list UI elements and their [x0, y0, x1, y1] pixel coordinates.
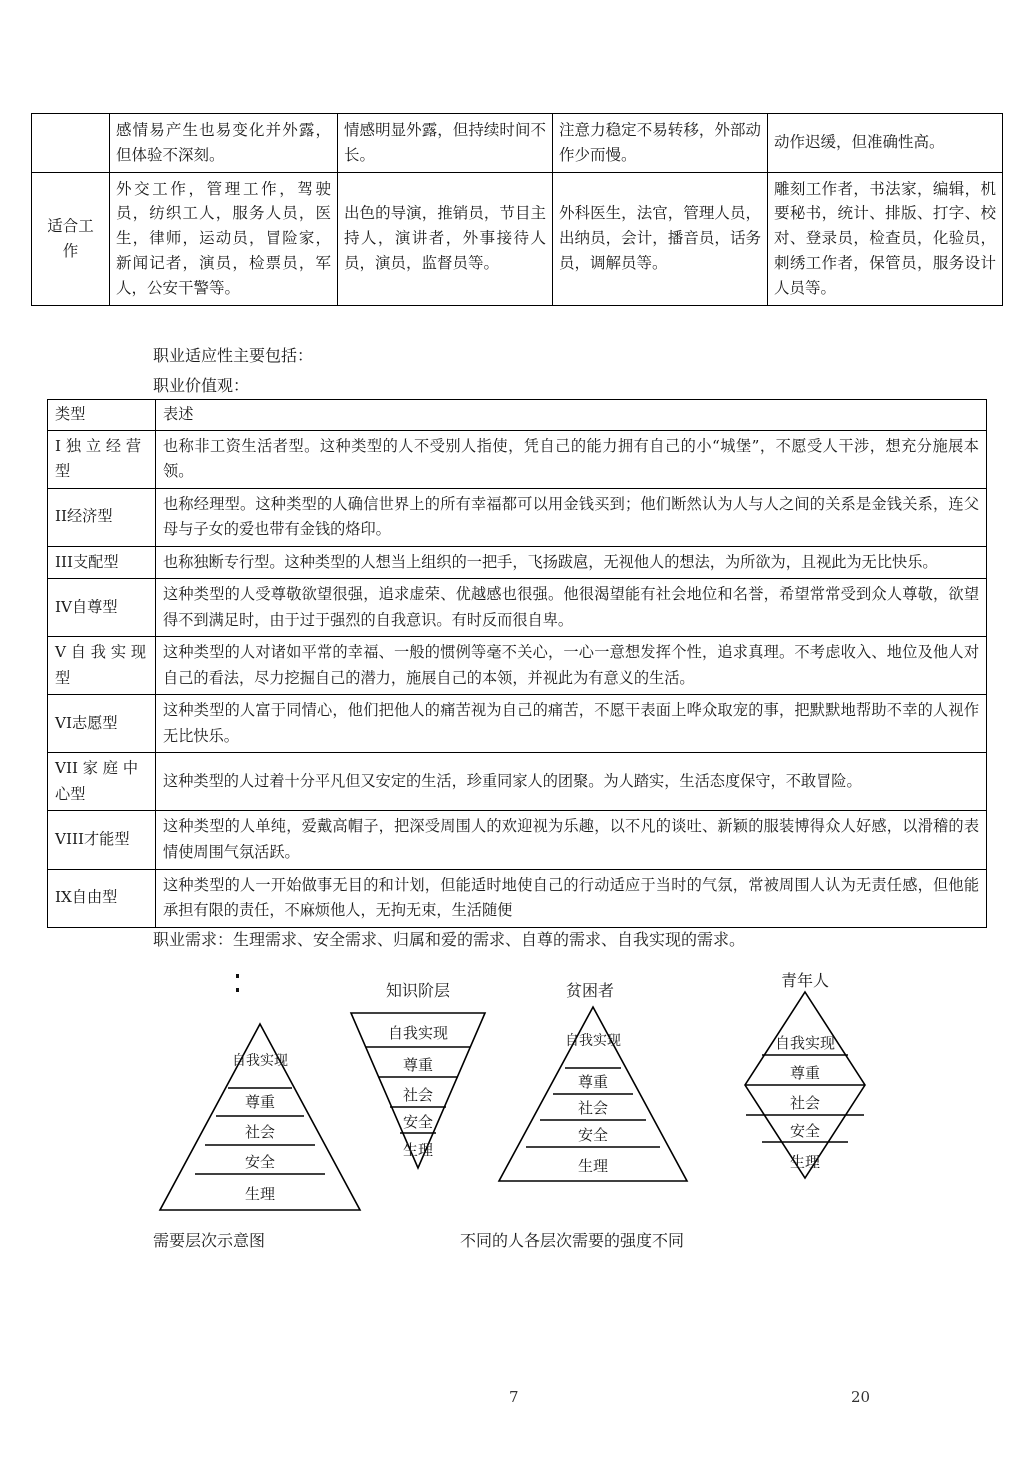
level-label: 社会 [577, 1099, 609, 1117]
table-row [48, 579, 987, 637]
table-cell: 外科医生，法官，管理人员，出纳员，会计，播音员，话务员，调解员等。 [553, 172, 768, 305]
table-cell: 动作迟缓，但准确性高。 [768, 114, 1003, 173]
table-header-row [48, 400, 987, 431]
diagram-title-poor: 贫困者 [565, 981, 614, 1000]
table-row [48, 753, 987, 811]
table-row [48, 811, 987, 869]
caption-need-hierarchy: 需要层次示意图 [153, 1231, 266, 1250]
value-type: VII 家 庭 中心型 [48, 753, 156, 811]
table-row [48, 488, 987, 546]
level-label: 自我实现 [387, 1024, 449, 1042]
maslow-diagram-poor [497, 1005, 689, 1183]
table-row [48, 869, 987, 927]
temperament-continued-table [31, 113, 1003, 306]
table-row [48, 430, 987, 488]
diagram-title-youth: 青年人 [780, 971, 829, 990]
level-label: 社会 [244, 1123, 276, 1141]
row-label: 适合工作 [32, 172, 110, 305]
table-cell: 外交工作，管理工作，驾驶员，纺织工人，服务人员，医生，律师，运动员，冒险家，新闻记者，演员，检票员，军人，公安干警等。 [110, 172, 338, 305]
level-label: 尊重 [577, 1073, 609, 1091]
lead-line-occupational-adaptability: 职业适应性主要包括： [153, 346, 314, 365]
value-description: 这种类型的人一开始做事无目的和计划，但能适时地使自己的行动适应于当时的气氛，常被周围人认为无责任感，但他能承担有限的责任，不麻烦他人，无拘无束，生活随便 [156, 869, 987, 927]
level-label: 自我实现 [232, 1053, 288, 1069]
level-label: 尊重 [402, 1056, 434, 1074]
column-header-type: 类型 [48, 400, 156, 431]
occupational-values-table [47, 399, 987, 928]
value-description: 也称经理型。这种类型的人确信世界上的所有幸福都可以用金钱买到；他们断然认为人与人之间的关系是金钱关系，连父母与子女的爱也带有金钱的烙印。 [156, 488, 987, 546]
table-row [48, 637, 987, 695]
level-label: 生理 [402, 1141, 434, 1159]
value-type: VIII才能型 [48, 811, 156, 869]
table-cell: 雕刻工作者，书法家，编辑，机要秘书，统计、排版、打字、校对、登录员，检查员，化验员，刺绣工作者，保管员，服务设计人员等。 [768, 172, 1003, 305]
value-description: 这种类型的人富于同情心，他们把他人的痛苦视为自己的痛苦，不愿干表面上哗众取宠的事，把默默地帮助不幸的人视作无比快乐。 [156, 695, 987, 753]
artifact-dot [236, 974, 239, 978]
lead-line-occupational-values: 职业价值观： [153, 376, 250, 395]
level-label: 自我实现 [565, 1033, 621, 1049]
value-type: IX自由型 [48, 869, 156, 927]
value-type: I 独 立 经 营型 [48, 430, 156, 488]
table-row [32, 114, 1003, 173]
table-row [32, 172, 1003, 305]
maslow-diagram-youth [740, 990, 870, 1180]
table-cell: 注意力稳定不易转移，外部动作少而慢。 [553, 114, 768, 173]
level-label: 安全 [789, 1122, 821, 1140]
value-type: II经济型 [48, 488, 156, 546]
value-type: VI志愿型 [48, 695, 156, 753]
maslow-diagram-basic [158, 1022, 362, 1212]
value-description: 这种类型的人受尊敬欲望很强，追求虚荣、优越感也很强。他很渴望能有社会地位和名誉，希望常常受到众人尊敬，欲望得不到满足时，由于过于强烈的自我意识。有时反而很自卑。 [156, 579, 987, 637]
level-label: 自我实现 [774, 1034, 836, 1052]
table-cell: 出色的导演，推销员，节目主持人，演讲者，外事接待人员，演员，监督员等。 [338, 172, 553, 305]
page-number-right: 20 [851, 1388, 871, 1406]
level-label: 生理 [577, 1157, 609, 1175]
maslow-diagram-group [0, 960, 1036, 1260]
value-description: 这种类型的人过着十分平凡但又安定的生活，珍重同家人的团聚。为人踏实，生活态度保守，不敢冒险。 [156, 753, 987, 811]
table-cell: 情感明显外露，但持续时间不长。 [338, 114, 553, 173]
level-label: 安全 [244, 1153, 276, 1171]
table-row [48, 546, 987, 579]
level-label: 生理 [789, 1153, 821, 1171]
level-label: 安全 [402, 1113, 434, 1131]
value-type: III支配型 [48, 546, 156, 579]
level-label: 尊重 [789, 1064, 821, 1082]
value-description: 这种类型的人对诸如平常的幸福、一般的惯例等毫不关心，一心一意想发挥个性，追求真理。不考虑收入、地位及他人对自己的看法，尽力挖掘自己的潜力，施展自己的本领，并视此为有意义的生活。 [156, 637, 987, 695]
value-type: V 自 我 实 现型 [48, 637, 156, 695]
value-description: 也称独断专行型。这种类型的人想当上组织的一把手，飞扬跋扈，无视他人的想法，为所欲为，且视此为无比快乐。 [156, 546, 987, 579]
value-type: IV自尊型 [48, 579, 156, 637]
table-cell: 感情易产生也易变化并外露，但体验不深刻。 [110, 114, 338, 173]
level-label: 安全 [577, 1126, 609, 1144]
value-description: 也称非工资生活者型。这种类型的人不受别人指使，凭自己的能力拥有自己的小“城堡”，不愿受人干涉，想充分施展本领。 [156, 430, 987, 488]
level-label: 社会 [789, 1094, 821, 1112]
maslow-diagram-intellectual [348, 1010, 488, 1170]
caption-intensity-difference: 不同的人各层次需要的强度不同 [460, 1231, 685, 1250]
diagram-title-intellectual: 知识阶层 [385, 981, 450, 1000]
level-label: 社会 [402, 1086, 434, 1104]
artifact-dot [236, 988, 239, 992]
table-row [48, 695, 987, 753]
occupational-needs-line: 职业需求：生理需求、安全需求、归属和爱的需求、自尊的需求、自我实现的需求。 [153, 930, 746, 949]
level-label: 尊重 [244, 1093, 276, 1111]
level-label: 生理 [244, 1185, 276, 1203]
row-label [32, 114, 110, 173]
page-number-left: 7 [509, 1388, 519, 1406]
value-description: 这种类型的人单纯，爱戴高帽子，把深受周围人的欢迎视为乐趣，以不凡的谈吐、新颖的服装博得众人好感，以滑稽的表情使周围气氛活跃。 [156, 811, 987, 869]
column-header-description: 表述 [156, 400, 987, 431]
